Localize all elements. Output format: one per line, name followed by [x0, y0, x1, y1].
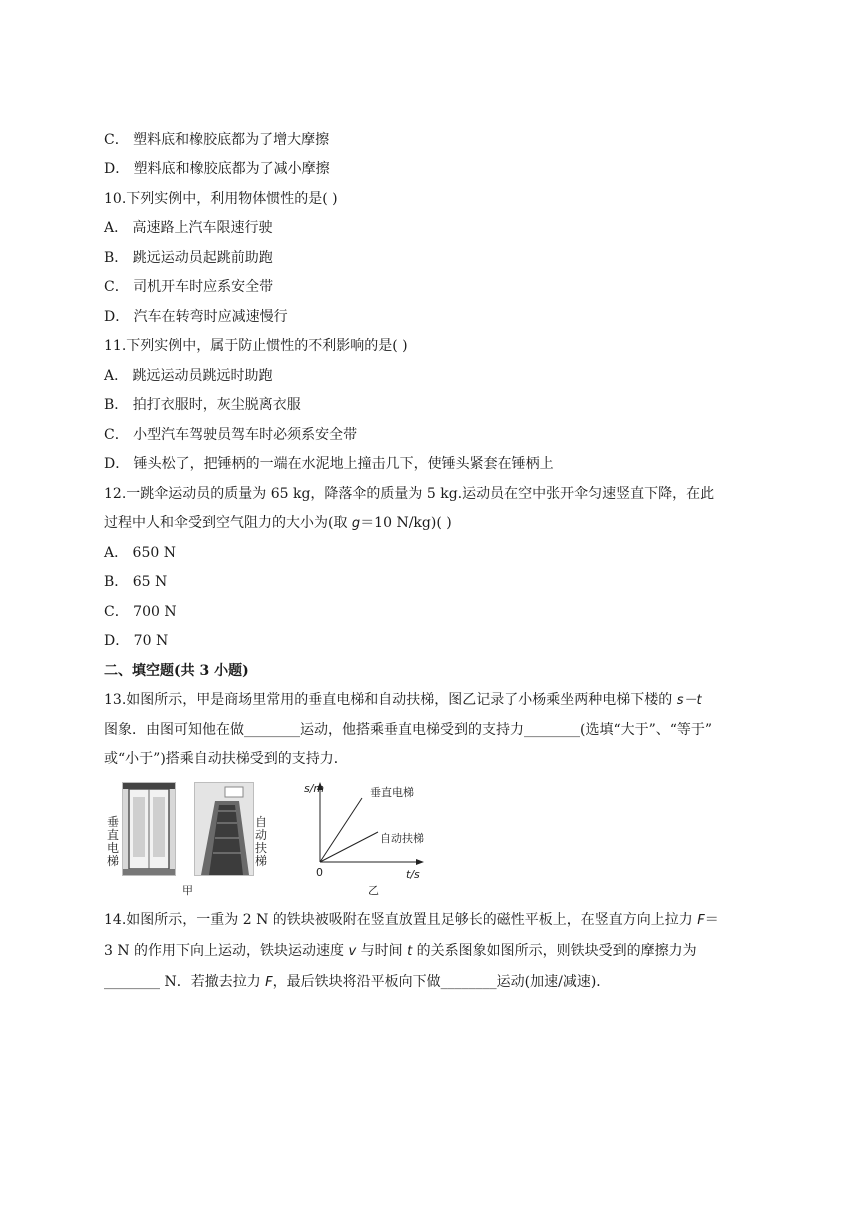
q12-stem-line1: 12.一跳伞运动员的质量为 65 kg，降落伞的质量为 5 kg.运动员在空中张开伞匀速竖直下降，在此 [104, 486, 715, 502]
caption-yi: 乙 [368, 884, 379, 897]
line-label-vertical: 垂直电梯 [370, 786, 414, 799]
vertical-elevator-photo [122, 782, 176, 876]
q13-figure [104, 778, 434, 897]
line-label-escalator: 自动扶梯 [380, 832, 424, 845]
q13-stem-line2: 图象．由图可知他在做________运动，他搭乘垂直电梯受到的支持力________(选填“大于”、“等于” [104, 722, 713, 738]
vertical-elevator-line [320, 798, 362, 862]
vertical-elevator-label: 垂直电梯 [106, 815, 119, 868]
section-heading: 二、填空题(共 3 小题) [104, 663, 249, 679]
q9-option-d: D． 塑料底和橡胶底都为了减小摩擦 [104, 161, 330, 177]
q14-stem-line2: 3 N 的作用下向上运动，铁块运动速度 v 与时间 t 的关系图象如图所示，则铁块受到的摩擦力为 [104, 943, 697, 959]
escalator-photo [194, 782, 254, 876]
q10-option-a: A． 高速路上汽车限速行驶 [104, 220, 273, 236]
q12-option-c: C． 700 N [104, 604, 177, 620]
q10-option-b: B． 跳远运动员起跳前助跑 [104, 250, 273, 266]
q13-stem-line3: 或“小于”)搭乘自动扶梯受到的支持力． [104, 751, 348, 767]
q10-stem: 10.下列实例中，利用物体惯性的是( ) [104, 191, 338, 207]
q13-stem-line1: 13.如图所示，甲是商场里常用的垂直电梯和自动扶梯，图乙记录了小杨乘坐两种电梯下楼的 s－t [104, 692, 702, 708]
q9-option-c: C． 塑料底和橡胶底都为了增大摩擦 [104, 132, 330, 148]
axis-x-label: t/s [406, 868, 420, 881]
q10-option-d: D． 汽车在转弯时应减速慢行 [104, 309, 288, 325]
axis-origin: 0 [316, 866, 323, 879]
caption-jia: 甲 [182, 884, 193, 897]
q11-option-c: C． 小型汽车驾驶员驾车时必须系安全带 [104, 427, 358, 443]
q12-stem-line2: 过程中人和伞受到空气阻力的大小为(取 g＝10 N/kg)( ) [104, 515, 452, 531]
q11-option-b: B． 拍打衣服时，灰尘脱离衣服 [104, 397, 301, 413]
escalator-line [320, 832, 378, 862]
q11-option-d: D． 锤头松了，把锤柄的一端在水泥地上撞击几下，使锤头紧套在锤柄上 [104, 456, 554, 472]
q12-option-b: B． 65 N [104, 574, 168, 590]
q10-option-c: C． 司机开车时应系安全带 [104, 279, 274, 295]
q14-stem-line1: 14.如图所示，一重为 2 N 的铁块被吸附在竖直放置且足够长的磁性平板上，在竖直方向上拉力 F＝ [104, 912, 719, 928]
q14-stem-line3: ________ N．若撤去拉力 F，最后铁块将沿平板向下做________运动(加速/减速)． [104, 974, 611, 990]
axis-y-label: s/m [304, 782, 325, 795]
q12-option-a: A． 650 N [104, 545, 176, 561]
x-axis-arrow [416, 859, 424, 865]
q12-option-d: D． 70 N [104, 633, 169, 649]
q11-stem: 11.下列实例中，属于防止惯性的不利影响的是( ) [104, 338, 408, 354]
q11-option-a: A． 跳远运动员跳远时助跑 [104, 368, 273, 384]
escalator-label: 自动扶梯 [254, 815, 267, 868]
